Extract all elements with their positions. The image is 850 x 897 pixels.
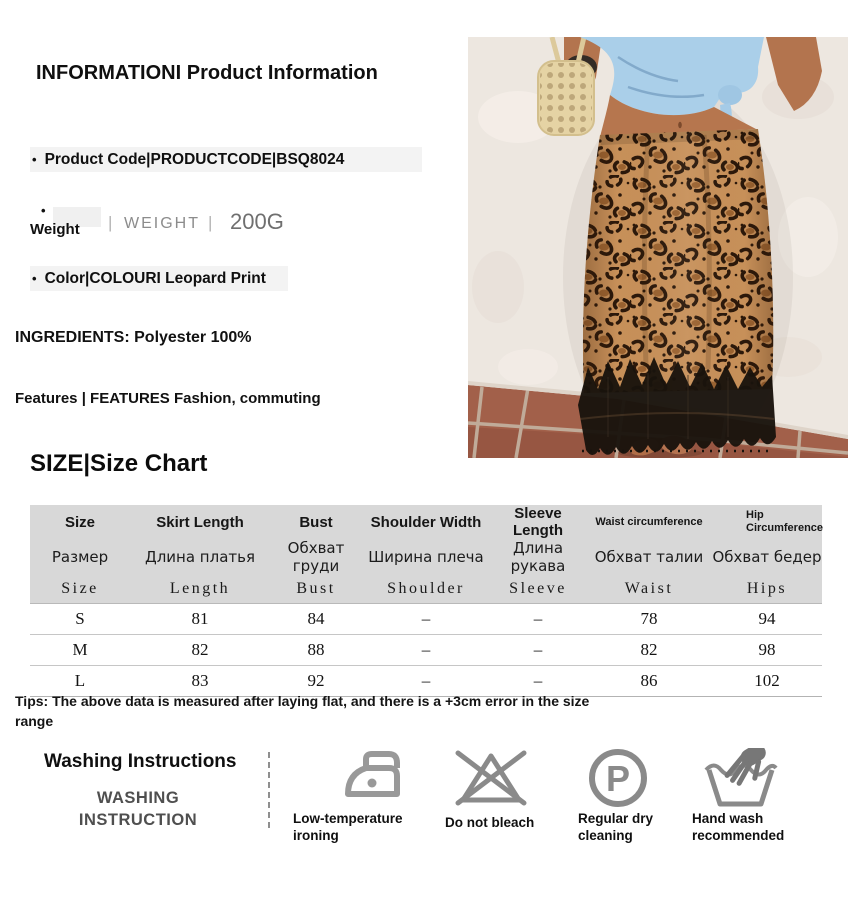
value-cell: 92 bbox=[270, 665, 362, 696]
washing-subtitle bbox=[58, 787, 218, 832]
size-chart-tips: Tips: The above data is measured after laying flat, and there is a +3cm error in the size range bbox=[15, 693, 590, 730]
value-cell: 82 bbox=[586, 634, 712, 665]
value-cell: – bbox=[490, 665, 586, 696]
weight-value: 200G bbox=[230, 209, 284, 234]
header-cell: Обхват груди bbox=[287, 539, 345, 575]
size-chart-table bbox=[30, 505, 822, 697]
header-cell: Size bbox=[64, 513, 95, 531]
washing-subtitle-line1: WASHING bbox=[96, 789, 180, 807]
value-cell: – bbox=[362, 603, 490, 634]
header-cell: Waist circumference bbox=[595, 516, 703, 528]
value-cell: 102 bbox=[712, 665, 822, 696]
header-cell: Length bbox=[169, 579, 231, 597]
washing-subtitle-line2: INSTRUCTION bbox=[78, 811, 198, 830]
header-cell: Bust bbox=[296, 579, 336, 597]
size-row-s bbox=[30, 603, 822, 634]
value-cell: 94 bbox=[712, 603, 822, 634]
separator: | bbox=[108, 213, 113, 232]
size-chart-header-latin bbox=[30, 575, 822, 603]
bullet-icon: • bbox=[41, 203, 46, 218]
value-cell: 84 bbox=[270, 603, 362, 634]
size-row-m bbox=[30, 634, 822, 665]
size-label-cell: S bbox=[30, 603, 130, 634]
size-chart-title: SIZE|Size Chart bbox=[30, 450, 208, 477]
dry-clean-icon bbox=[586, 746, 650, 810]
header-cell: Ширина плеча bbox=[368, 548, 484, 566]
value-cell: 83 bbox=[130, 665, 270, 696]
color-line bbox=[30, 266, 288, 291]
dry-clean-label: Regular dry cleaning bbox=[578, 811, 654, 844]
value-cell: 86 bbox=[586, 665, 712, 696]
header-cell: Длина рукава bbox=[510, 539, 566, 575]
product-photo bbox=[468, 37, 848, 458]
dashed-divider bbox=[268, 752, 270, 828]
weight-en-label: WEIGHT bbox=[124, 215, 200, 232]
ingredients-text: INGREDIENTS: Polyester 100% bbox=[15, 329, 252, 346]
product-code-text: Product Code|PRODUCTCODE|BSQ8024 bbox=[44, 150, 345, 168]
header-cell: Обхват талии bbox=[594, 548, 704, 566]
header-cell: Bust bbox=[299, 513, 333, 531]
do-not-bleach-label: Do not bleach bbox=[445, 815, 535, 830]
value-cell: 78 bbox=[586, 603, 712, 634]
header-cell: Waist bbox=[624, 579, 674, 597]
header-cell: Hip Circumference bbox=[746, 508, 824, 534]
header-cell: Sleeve Length bbox=[513, 505, 563, 539]
iron-icon bbox=[343, 748, 403, 806]
value-cell: – bbox=[362, 665, 490, 696]
header-cell: Sleeve bbox=[509, 579, 567, 597]
size-label-cell: M bbox=[30, 634, 130, 665]
hand-wash-icon bbox=[703, 748, 779, 810]
product-info-title: INFORMATIONI Product Information bbox=[36, 62, 378, 84]
header-cell: Размер bbox=[51, 548, 109, 566]
value-cell: – bbox=[490, 603, 586, 634]
bullet-icon: • bbox=[32, 271, 37, 286]
header-cell: Skirt Length bbox=[156, 513, 244, 531]
separator: | bbox=[208, 213, 213, 232]
hand-wash-label: Hand wash recommended bbox=[692, 811, 785, 844]
color-text: Color|COLOURI Leopard Print bbox=[44, 269, 266, 287]
value-cell: – bbox=[362, 634, 490, 665]
header-cell: Hips bbox=[746, 579, 788, 597]
bullet-icon: • bbox=[32, 152, 37, 167]
header-cell: Shoulder Width bbox=[370, 513, 482, 531]
value-cell: 88 bbox=[270, 634, 362, 665]
size-label-cell: L bbox=[30, 665, 130, 696]
washing-title: Washing Instructions bbox=[44, 751, 237, 772]
size-chart-header-en bbox=[30, 505, 822, 539]
value-cell: 81 bbox=[130, 603, 270, 634]
header-cell: Size bbox=[61, 579, 99, 597]
leopard-skirt bbox=[583, 129, 773, 393]
do-not-bleach-icon bbox=[449, 749, 533, 807]
size-chart-header-ru bbox=[30, 539, 822, 575]
weight-label: Weight bbox=[30, 221, 80, 238]
value-cell: 98 bbox=[712, 634, 822, 665]
value-cell: 82 bbox=[130, 634, 270, 665]
header-cell: Длина платья bbox=[144, 548, 255, 566]
iron-label: Low-temperature ironing bbox=[293, 811, 403, 844]
product-code-line bbox=[30, 147, 422, 172]
value-cell: – bbox=[490, 634, 586, 665]
dry-clean-glyph: P bbox=[605, 758, 631, 799]
header-cell: Обхват бедер bbox=[712, 548, 822, 566]
features-text: Features | FEATURES Fashion, commuting bbox=[15, 390, 321, 407]
header-cell: Shoulder bbox=[387, 579, 465, 597]
